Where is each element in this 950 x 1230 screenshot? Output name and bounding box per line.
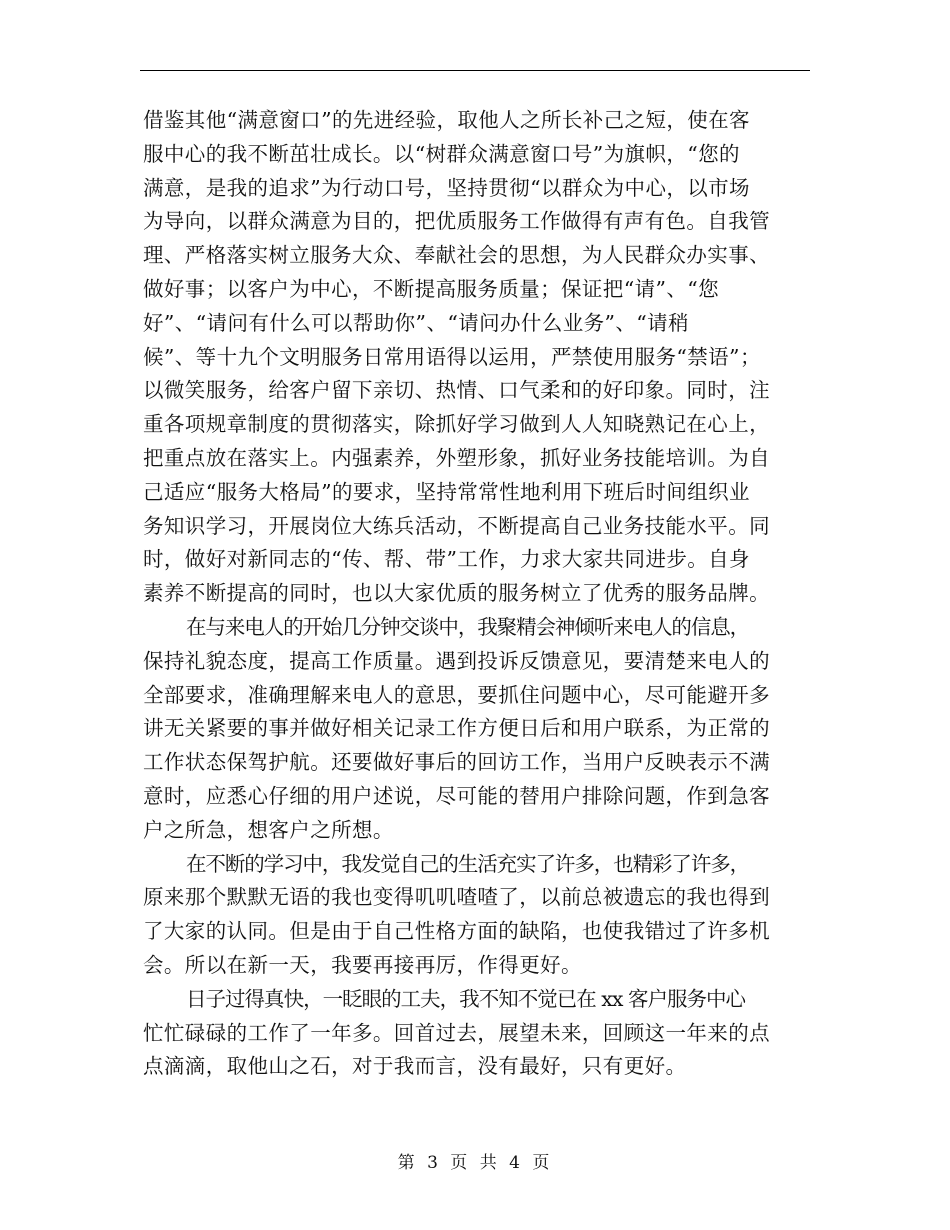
text-line: 候”、等十九个文明服务日常用语得以运用，严禁使用服务“禁语”； xyxy=(143,344,761,369)
text-line: 重各项规章制度的贯彻落实，除抓好学习做到人人知晓熟记在心上， xyxy=(143,412,770,437)
text-line: 时，做好对新同志的“传、帮、带”工作，力求大家共同进步。自身 xyxy=(143,547,750,572)
text-line: 意时，应悉心仔细的用户述说，尽可能的替用户排除问题，作到急客 xyxy=(143,783,770,808)
document-body xyxy=(143,104,813,1084)
text-line: 原来那个默默无语的我也变得叽叽喳喳了，以前总被遗忘的我也得到 xyxy=(143,885,770,910)
text-line: 满意，是我的追求”为行动口号，坚持贯彻“以群众为中心，以市场 xyxy=(143,175,750,200)
text-line: 在与来电人的开始几分钟交谈中，我聚精会神倾听来电人的信息， xyxy=(186,614,750,639)
text-line: 户之所急，想客户之所想。 xyxy=(143,817,394,842)
text-line: 忙忙碌碌的工作了一年多。回首过去，展望未来，回顾这一年来的点 xyxy=(143,1020,770,1045)
text-line: 以微笑服务，给客户留下亲切、热情、口气柔和的好印象。同时，注 xyxy=(143,378,770,403)
text-line: 素养不断提高的同时，也以大家优质的服务树立了优秀的服务品牌。 xyxy=(143,581,770,606)
text-line: 保持礼貌态度，提高工作质量。遇到投诉反馈意见，要清楚来电人的 xyxy=(143,648,770,673)
text-line: 己适应“服务大格局”的要求，坚持常常性地利用下班后时间组织业 xyxy=(143,479,750,504)
text-line: 服中心的我不断茁壮成长。以“树群众满意窗口号”为旗帜，“您的 xyxy=(143,141,740,166)
text-line: 为导向，以群众满意为目的，把优质服务工作做得有声有色。自我管 xyxy=(143,209,770,234)
page-footer: 第 3 页 共 4 页 xyxy=(397,1153,553,1173)
text-line: 理、严格落实树立服务大众、奉献社会的思想，为人民群众办实事、 xyxy=(143,243,770,268)
text-line: 全部要求，准确理解来电人的意思，要抓住问题中心，尽可能避开多 xyxy=(143,682,770,707)
text-line: 会。所以在新一天，我要再接再厉，作得更好。 xyxy=(143,952,582,977)
text-line: 做好事；以客户为中心，不断提高服务质量；保证把“请”、“您 xyxy=(143,276,720,301)
text-line: 讲无关紧要的事并做好相关记录工作方便日后和用户联系，为正常的 xyxy=(143,716,770,741)
header-rule xyxy=(140,70,810,71)
text-line: 务知识学习，开展岗位大练兵活动，不断提高自己业务技能水平。同 xyxy=(143,513,770,538)
text-line: 工作状态保驾护航。还要做好事后的回访工作，当用户反映表示不满 xyxy=(143,750,770,775)
text-line: 日子过得真快，一眨眼的工夫，我不知不觉已在 xx 客户服务中心 xyxy=(186,986,746,1011)
text-line: 好”、“请问有什么可以帮助你”、“请问办什么业务”、“请稍 xyxy=(143,310,689,335)
text-line: 点滴滴，取他山之石，对于我而言，没有最好，只有更好。 xyxy=(143,1054,687,1079)
text-line: 借鉴其他“满意窗口”的先进经验，取他人之所长补己之短，使在客 xyxy=(143,108,750,132)
text-line: 把重点放在落实上。内强素养，外塑形象，抓好业务技能培训。为自 xyxy=(143,445,770,470)
text-line: 在不断的学习中，我发觉自己的生活充实了许多，也精彩了许多， xyxy=(186,851,750,876)
text-line: 了大家的认同。但是由于自己性格方面的缺陷，也使我错过了许多机 xyxy=(143,919,770,944)
